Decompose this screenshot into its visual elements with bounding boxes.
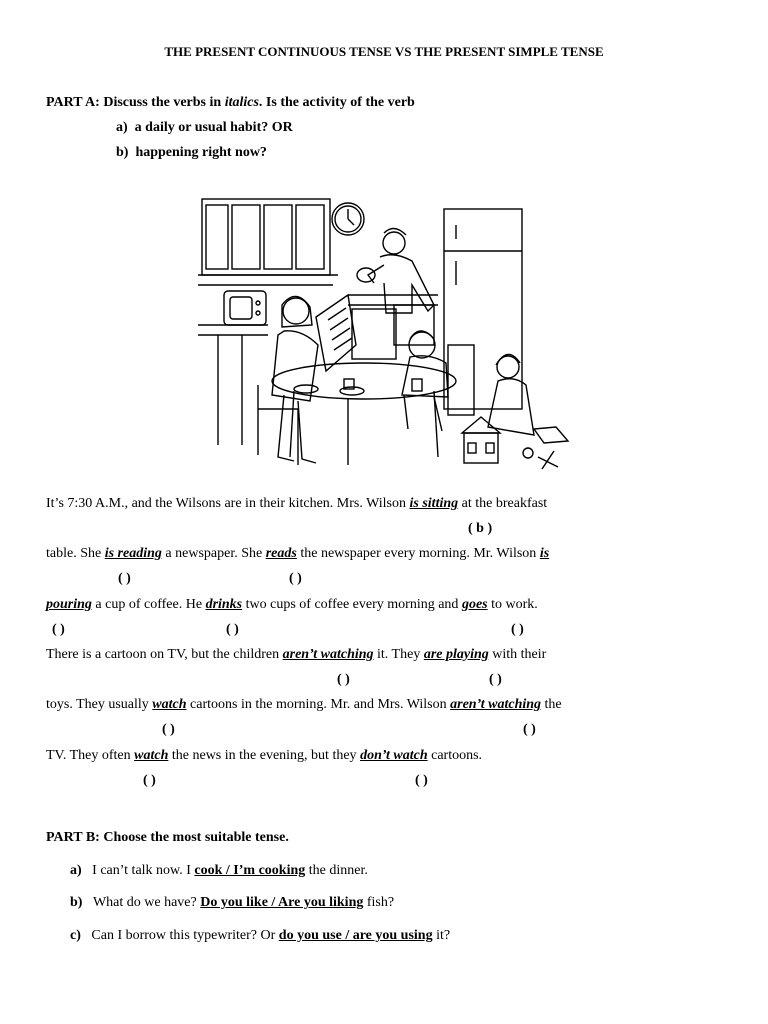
passage-text: at the breakfast bbox=[458, 496, 548, 511]
part-b-item-a bbox=[70, 863, 368, 879]
verb-is-reading: is reading bbox=[104, 546, 162, 561]
verb-watch: watch bbox=[152, 697, 187, 712]
passage-text: table. She bbox=[46, 546, 105, 561]
answer-blank[interactable]: ( ) bbox=[162, 722, 175, 737]
passage-text: toys. They usually bbox=[46, 697, 153, 712]
item-letter: a) bbox=[70, 863, 82, 878]
passage-text: the news in the evening, but they bbox=[168, 748, 361, 763]
tense-choice[interactable]: do you use / are you using bbox=[278, 928, 433, 943]
answer-blank[interactable]: ( ) bbox=[523, 722, 536, 737]
verb-arent-watching: aren’t watching bbox=[450, 697, 542, 712]
option-b bbox=[116, 145, 267, 161]
part-a-instr-1: : Discuss the verbs in bbox=[95, 95, 225, 110]
verb-pouring: pouring bbox=[46, 597, 92, 612]
verb-goes: goes bbox=[461, 597, 488, 612]
answer-blank[interactable]: ( ) bbox=[289, 571, 302, 586]
answer-blank[interactable]: ( ) bbox=[143, 773, 156, 788]
passage-text: cartoons. bbox=[427, 748, 483, 763]
answer-blank[interactable]: ( ) bbox=[415, 773, 428, 788]
passage-line-1 bbox=[46, 496, 547, 512]
option-b-text: happening right now? bbox=[135, 145, 267, 160]
part-a-label: PART A bbox=[46, 95, 96, 110]
answer-blank[interactable]: ( ) bbox=[226, 622, 239, 637]
verb-are-playing: are playing bbox=[423, 647, 489, 662]
item-text: Can I borrow this typewriter? Or bbox=[91, 928, 279, 943]
part-a-instr-italic: italics bbox=[224, 95, 259, 110]
item-text: What do we have? bbox=[92, 895, 201, 910]
option-a bbox=[116, 120, 293, 136]
passage-text: a cup of coffee. He bbox=[91, 597, 206, 612]
verb-watch: watch bbox=[134, 748, 169, 763]
answer-blank[interactable]: ( ) bbox=[337, 672, 350, 687]
item-text: the dinner. bbox=[305, 863, 368, 878]
passage-text: There is a cartoon on TV, but the children bbox=[46, 647, 283, 662]
passage-line-3 bbox=[46, 597, 538, 613]
part-b-heading bbox=[46, 830, 289, 846]
passage-line-6 bbox=[46, 748, 482, 764]
verb-is-sitting: is sitting bbox=[409, 496, 459, 511]
part-b-item-b bbox=[70, 895, 394, 911]
passage-line-5 bbox=[46, 697, 562, 713]
passage-text: a newspaper. She bbox=[161, 546, 266, 561]
passage-text: it. They bbox=[373, 647, 424, 662]
passage-text: It’s 7:30 A.M., and the Wilsons are in their kitchen. Mrs. Wilson bbox=[46, 496, 410, 511]
answer-1: ( b ) bbox=[468, 521, 493, 536]
tense-choice[interactable]: cook / I’m cooking bbox=[194, 863, 306, 878]
part-b-instr: : Choose the most suitable tense. bbox=[95, 830, 289, 845]
part-a-instr-2: . Is the activity of the verb bbox=[258, 95, 415, 110]
answer-blank[interactable]: ( ) bbox=[511, 622, 524, 637]
part-b-label: PART B bbox=[46, 830, 96, 845]
answer-blank[interactable]: ( ) bbox=[489, 672, 502, 687]
answer-blank[interactable]: ( ) bbox=[118, 571, 131, 586]
verb-drinks: drinks bbox=[205, 597, 243, 612]
part-b-item-c bbox=[70, 928, 450, 944]
passage-line-2 bbox=[46, 546, 549, 562]
verb-arent-watching: aren’t watching bbox=[282, 647, 374, 662]
item-text: I can’t talk now. I bbox=[92, 863, 195, 878]
verb-is: is bbox=[539, 546, 550, 561]
passage-text: with their bbox=[488, 647, 547, 662]
passage-text: the newspaper every morning. Mr. Wilson bbox=[296, 546, 540, 561]
passage-text: to work. bbox=[487, 597, 538, 612]
passage-text: cartoons in the morning. Mr. and Mrs. Wilson bbox=[186, 697, 451, 712]
item-letter: c) bbox=[70, 928, 81, 943]
verb-dont-watch: don’t watch bbox=[360, 748, 428, 763]
passage-text: two cups of coffee every morning and bbox=[242, 597, 462, 612]
option-a-letter: a) bbox=[116, 120, 128, 135]
passage-text: TV. They often bbox=[46, 748, 135, 763]
kitchen-illustration bbox=[198, 195, 574, 480]
passage-text: the bbox=[541, 697, 562, 712]
item-letter: b) bbox=[70, 895, 83, 910]
item-text: it? bbox=[432, 928, 451, 943]
part-a-heading bbox=[46, 95, 415, 111]
option-a-text: a daily or usual habit? OR bbox=[134, 120, 293, 135]
tense-choice[interactable]: Do you like / Are you liking bbox=[200, 895, 364, 910]
option-b-letter: b) bbox=[116, 145, 129, 160]
answer-blank[interactable]: ( ) bbox=[52, 622, 65, 637]
item-text: fish? bbox=[363, 895, 395, 910]
passage-line-4 bbox=[46, 647, 546, 663]
verb-reads: reads bbox=[265, 546, 297, 561]
page-title: THE PRESENT CONTINUOUS TENSE VS THE PRESENT SIMPLE TENSE bbox=[164, 44, 604, 59]
